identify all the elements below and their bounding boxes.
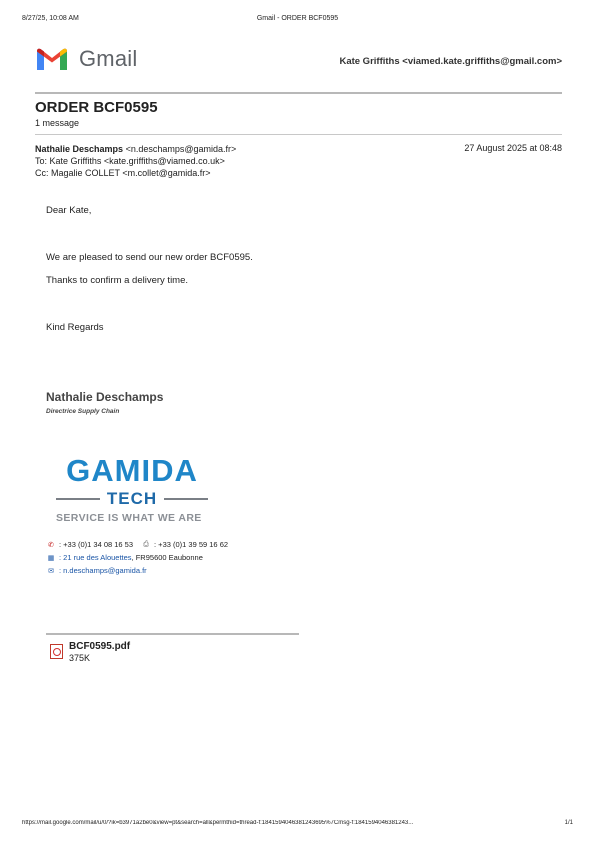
gmail-wordmark: Gmail bbox=[79, 46, 138, 71]
closing: Kind Regards bbox=[46, 322, 104, 333]
account-label: Kate Griffiths <viamed.kate.griffiths@gmail.com> bbox=[339, 56, 562, 67]
from-line bbox=[35, 143, 236, 155]
logo-line-right bbox=[164, 498, 208, 500]
signature-name: Nathalie Deschamps bbox=[46, 390, 164, 404]
signature-title: Directrice Supply Chain bbox=[46, 408, 120, 415]
print-url: https://mail.google.com/mail/u/0/?ik=b3971a2be0&view=pt&search=all&permthid=thread-f:1841594046381243695%7Cmsg-f:1841594046381243... bbox=[22, 820, 414, 826]
pdf-icon bbox=[50, 644, 63, 659]
attachment-filename[interactable]: BCF0595.pdf bbox=[69, 641, 131, 652]
phone-number: : +33 (0)1 34 08 16 53 bbox=[59, 540, 134, 549]
attachment-divider bbox=[46, 633, 299, 635]
greeting: Dear Kate, bbox=[46, 205, 92, 216]
phone-icon: ✆ bbox=[48, 541, 54, 549]
attachment-size: 375K bbox=[69, 653, 91, 663]
contact-email-row bbox=[46, 566, 147, 575]
message-count: 1 message bbox=[35, 118, 80, 128]
message-date: 27 August 2025 at 08:48 bbox=[464, 143, 562, 153]
gmail-m-icon bbox=[35, 46, 69, 72]
print-title: Gmail - ORDER BCF0595 bbox=[256, 15, 339, 22]
to-line: To: Kate Griffiths <kate.griffiths@viamed.co.uk> bbox=[35, 156, 225, 166]
email-subject: ORDER BCF0595 bbox=[35, 99, 158, 116]
fax-icon: ⎙ bbox=[143, 540, 149, 548]
contact-address-row bbox=[46, 553, 203, 562]
address-link[interactable]: : 21 rue des Alouettes bbox=[59, 553, 132, 562]
body-line-1: We are pleased to send our new order BCF0595. bbox=[46, 252, 253, 263]
gamida-logo-sub: TECH bbox=[106, 489, 158, 508]
cc-line: Cc: Magalie COLLET <m.collet@gamida.fr> bbox=[35, 168, 211, 178]
gamida-logo bbox=[56, 454, 208, 524]
page-number: 1/1 bbox=[564, 820, 573, 826]
message-meta bbox=[35, 143, 236, 179]
gmail-logo bbox=[35, 46, 137, 72]
print-datetime: 8/27/25, 10:08 AM bbox=[22, 15, 79, 22]
sender-name: Nathalie Deschamps bbox=[35, 144, 124, 154]
attachment[interactable] bbox=[50, 641, 130, 663]
mail-icon: ✉ bbox=[48, 567, 54, 575]
building-icon: ▦ bbox=[47, 554, 55, 562]
sender-address: <n.deschamps@gamida.fr> bbox=[125, 144, 237, 154]
logo-line-left bbox=[56, 498, 100, 500]
subject-divider bbox=[35, 134, 562, 135]
header-divider bbox=[35, 92, 562, 94]
gamida-logo-main: GAMIDA bbox=[66, 453, 198, 488]
email-link[interactable]: : n.deschamps@gamida.fr bbox=[59, 566, 147, 575]
fax-number: : +33 (0)1 39 59 16 62 bbox=[154, 540, 229, 549]
body-line-2: Thanks to confirm a delivery time. bbox=[46, 275, 189, 286]
gamida-tagline: SERVICE IS WHAT WE ARE bbox=[56, 512, 202, 524]
address-rest: , FR95600 Eaubonne bbox=[131, 553, 203, 562]
contact-phone-row bbox=[46, 540, 228, 549]
